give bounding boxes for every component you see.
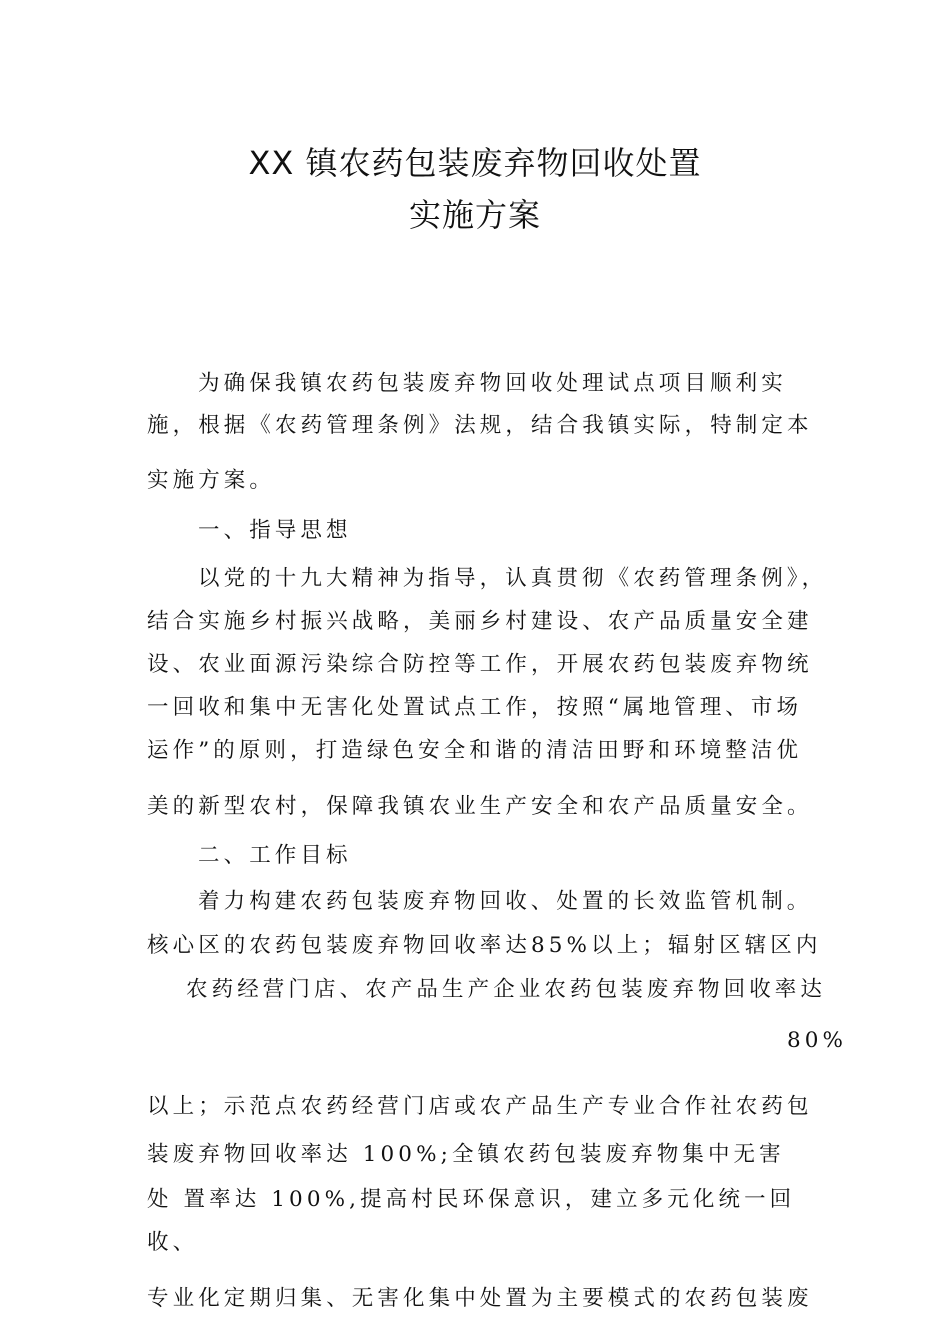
body-line: 实施方案。	[147, 468, 276, 493]
document-title-line-2: 实施方案	[408, 196, 541, 234]
body-line: 美的新型农村，保障我镇农业生产安全和农产品质量安全。	[147, 794, 813, 819]
body-line: 核心区的农药包装废弃物回收率达85%以上；辐射区辖区内	[147, 933, 822, 958]
body-line: 农药经营门店、农产品生产企业农药包装废弃物回收率达	[186, 977, 827, 1002]
body-line: 收、	[147, 1230, 199, 1255]
body-line: 处 置率达 100%,提高村民环保意识，建立多元化统一回	[147, 1187, 796, 1212]
document-title-line-1: XX 镇农药包装废弃物回收处置	[248, 144, 702, 182]
body-line: 以上；示范点农药经营门店或农产品生产专业合作社农药包	[147, 1094, 813, 1119]
body-line: 80%	[787, 1028, 848, 1053]
body-line: 运作”的原则，打造绿色安全和谐的清洁田野和环境整洁优	[147, 738, 803, 763]
body-line: 着力构建农药包装废弃物回收、处置的长效监管机制。	[198, 889, 813, 914]
section-heading: 二、工作目标	[198, 843, 352, 868]
body-line: 结合实施乡村振兴战略，美丽乡村建设、农产品质量安全建	[147, 609, 813, 634]
body-line: 专业化定期归集、无害化集中处置为主要模式的农药包装废	[147, 1286, 813, 1311]
section-heading: 一、指导思想	[198, 518, 352, 543]
body-line: 施，根据《农药管理条例》法规，结合我镇实际，特制定本	[147, 413, 813, 438]
body-line: 装废弃物回收率达 100%;全镇农药包装废弃物集中无害	[147, 1142, 785, 1167]
body-line: 设、农业面源污染综合防控等工作，开展农药包装废弃物统	[147, 652, 813, 677]
body-line: 为确保我镇农药包装废弃物回收处理试点项目顺利实	[198, 371, 787, 396]
body-line: 一回收和集中无害化处置试点工作，按照“属地管理、市场	[147, 695, 803, 720]
body-line: 以党的十九大精神为指导，认真贯彻《农药管理条例》，	[198, 566, 828, 591]
